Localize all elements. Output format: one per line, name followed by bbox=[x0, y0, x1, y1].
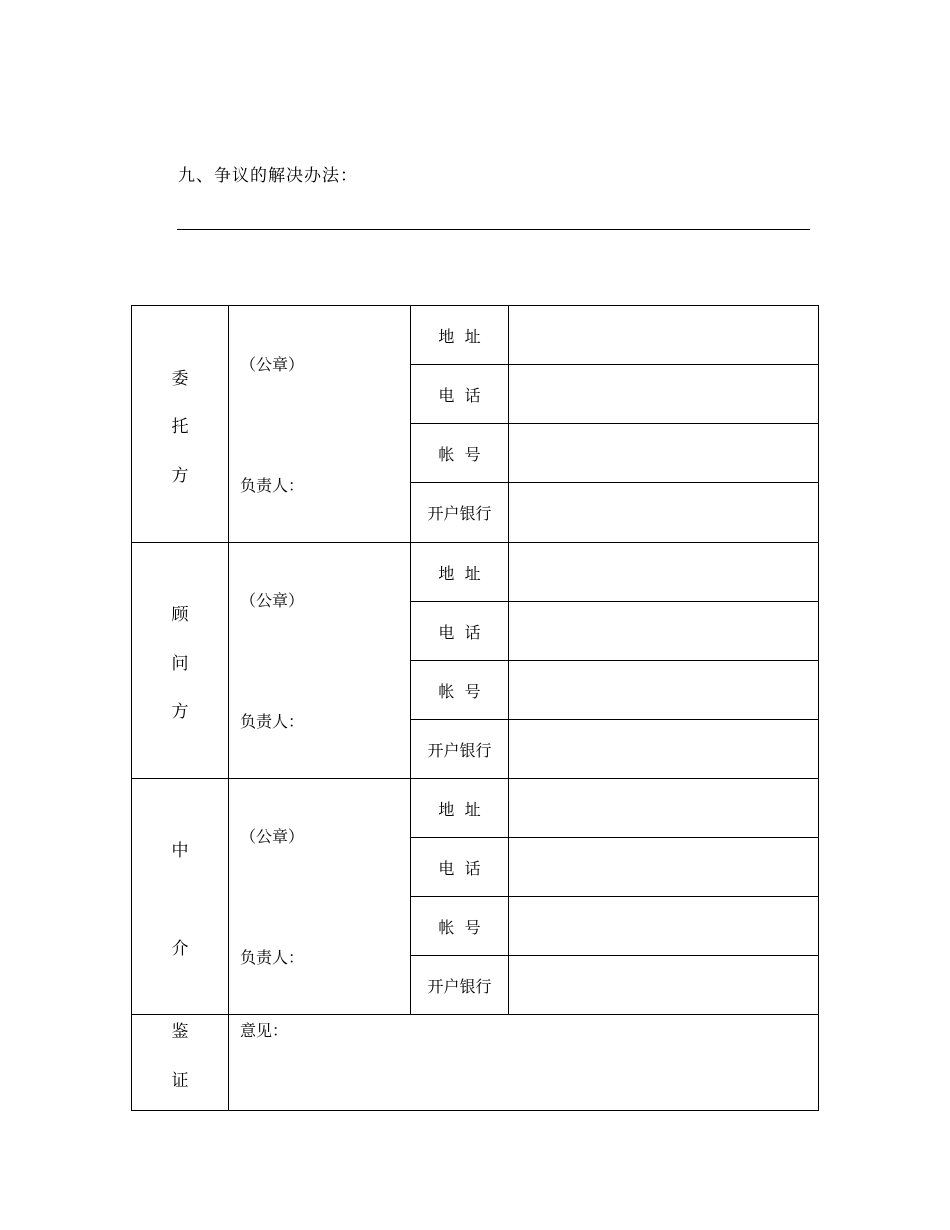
bank-label: 开户银行 bbox=[427, 976, 492, 996]
party-name-char: 托 bbox=[171, 417, 189, 437]
party-name-char: 方 bbox=[171, 466, 189, 486]
party-name-char: 问 bbox=[171, 654, 189, 674]
party-name-char: 方 bbox=[171, 702, 189, 722]
section-heading: 九、争议的解决办法： bbox=[178, 166, 358, 186]
bank-label: 开户银行 bbox=[427, 503, 492, 523]
address-label: 地 址 bbox=[438, 326, 481, 346]
phone-label: 电 话 bbox=[438, 858, 481, 878]
signature-form-table bbox=[131, 305, 819, 1111]
account-field[interactable] bbox=[509, 897, 818, 955]
verification-section bbox=[132, 1015, 818, 1110]
party-section-client bbox=[132, 306, 818, 542]
signer-label: 负责人： bbox=[240, 712, 305, 731]
party-name-char: 委 bbox=[171, 369, 189, 389]
account-field[interactable] bbox=[509, 424, 818, 482]
party-section-consultant bbox=[132, 543, 818, 778]
address-field[interactable] bbox=[509, 543, 818, 601]
seal-label: （公章） bbox=[240, 591, 305, 610]
address-label: 地 址 bbox=[438, 799, 481, 819]
phone-label: 电 话 bbox=[438, 622, 481, 642]
account-label: 帐 号 bbox=[438, 444, 481, 464]
phone-field[interactable] bbox=[509, 602, 818, 660]
verification-name-char: 证 bbox=[171, 1071, 189, 1091]
signer-label: 负责人： bbox=[240, 948, 305, 967]
account-label: 帐 号 bbox=[438, 917, 481, 937]
phone-field[interactable] bbox=[509, 365, 818, 423]
bank-field[interactable] bbox=[509, 720, 818, 778]
party-name-char: 顾 bbox=[171, 605, 189, 625]
account-label: 帐 号 bbox=[438, 681, 481, 701]
address-field[interactable] bbox=[509, 779, 818, 837]
party-section-intermediary bbox=[132, 779, 818, 1014]
bank-field[interactable] bbox=[509, 483, 818, 541]
address-field[interactable] bbox=[509, 306, 818, 364]
seal-label: （公章） bbox=[240, 355, 305, 374]
party-name-char: 中 bbox=[171, 841, 189, 861]
phone-field[interactable] bbox=[509, 838, 818, 896]
account-field[interactable] bbox=[509, 661, 818, 719]
opinion-label: 意见： bbox=[240, 1021, 289, 1040]
answer-fill-line[interactable] bbox=[177, 229, 810, 230]
bank-label: 开户银行 bbox=[427, 740, 492, 760]
signer-label: 负责人： bbox=[240, 476, 305, 495]
phone-label: 电 话 bbox=[438, 385, 481, 405]
bank-field[interactable] bbox=[509, 956, 818, 1014]
party-name-char: 介 bbox=[171, 939, 189, 959]
verification-name-char: 鉴 bbox=[171, 1022, 189, 1042]
seal-label: （公章） bbox=[240, 827, 305, 846]
address-label: 地 址 bbox=[438, 563, 481, 583]
